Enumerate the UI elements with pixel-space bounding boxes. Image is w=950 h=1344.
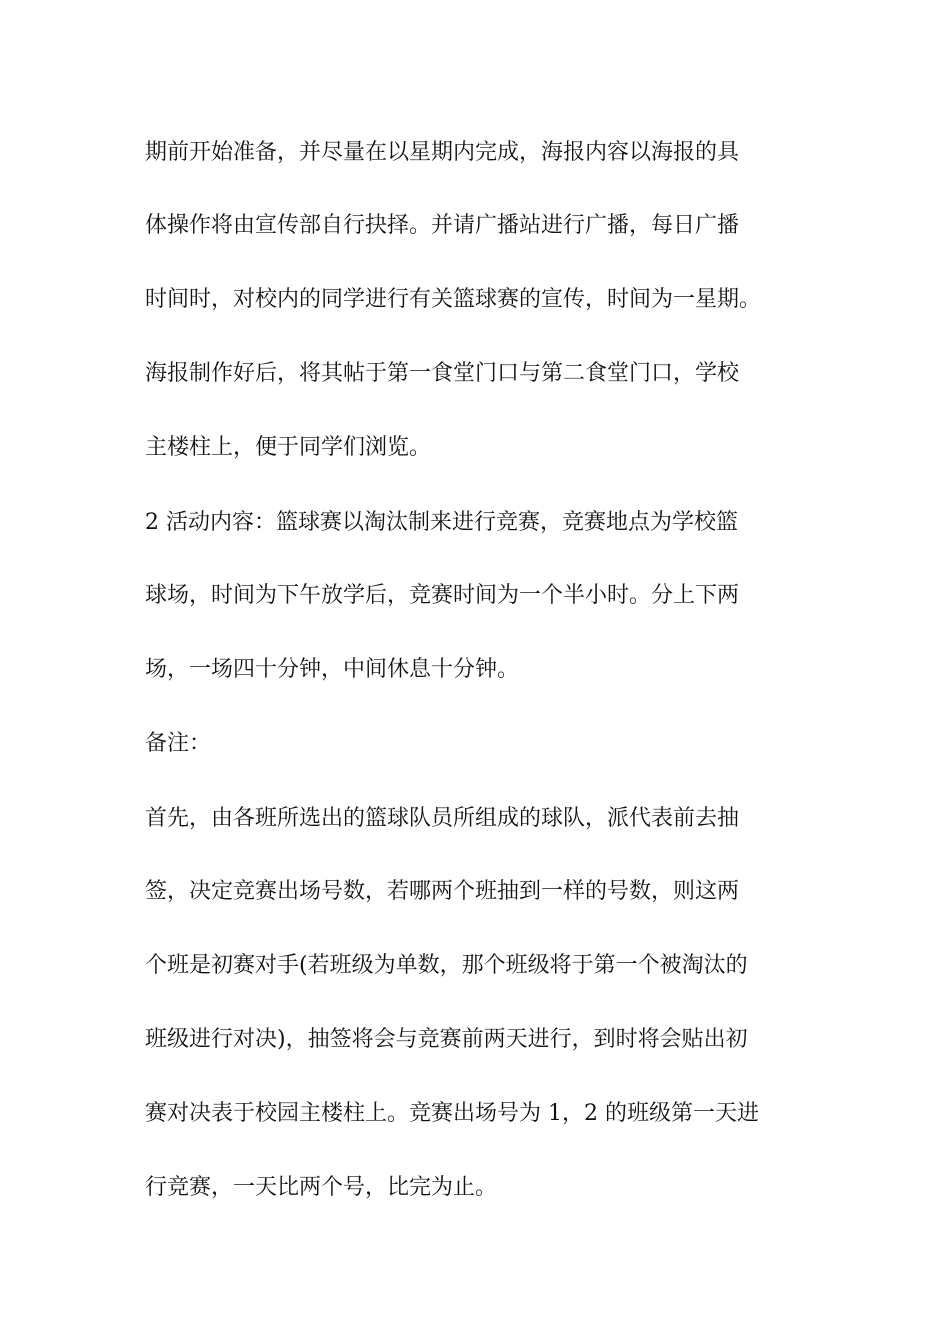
text-line: 场，一场四十分钟，中间休息十分钟。 — [145, 657, 520, 682]
text-line: 个班是初赛对手(若班级为单数，那个班级将于第一个被淘汰的 — [145, 953, 748, 978]
text-line: 体操作将由宣传部自行抉择。并请广播站进行广播，每日广播 — [145, 213, 740, 238]
text-line: 赛对决表于校园主楼柱上。竞赛出场号为 1，2 的班级第一天进 — [145, 1101, 759, 1126]
text-line: 球场，时间为下午放学后，竞赛时间为一个半小时。分上下两 — [145, 583, 740, 608]
text-line: 行竞赛，一天比两个号，比完为止。 — [145, 1175, 498, 1200]
text-line: 期前开始准备，并尽量在以星期内完成，海报内容以海报的具 — [145, 140, 740, 165]
text-line: 首先，由各班所选出的篮球队员所组成的球队，派代表前去抽 — [145, 806, 740, 831]
text-line: 备注： — [145, 731, 212, 756]
text-line: 主楼柱上，便于同学们浏览。 — [145, 435, 432, 460]
text-line: 海报制作好后，将其帖于第一食堂门口与第二食堂门口，学校 — [145, 361, 740, 386]
text-line: 2 活动内容：篮球赛以淘汰制来进行竞赛，竞赛地点为学校篮 — [145, 510, 738, 535]
text-line: 班级进行对决)，抽签将会与竞赛前两天进行，到时将会贴出初 — [145, 1027, 748, 1052]
text-line: 签，决定竞赛出场号数，若哪两个班抽到一样的号数，则这两 — [145, 879, 740, 904]
text-line: 时间时，对校内的同学进行有关篮球赛的宣传，时间为一星期。 — [145, 287, 762, 312]
